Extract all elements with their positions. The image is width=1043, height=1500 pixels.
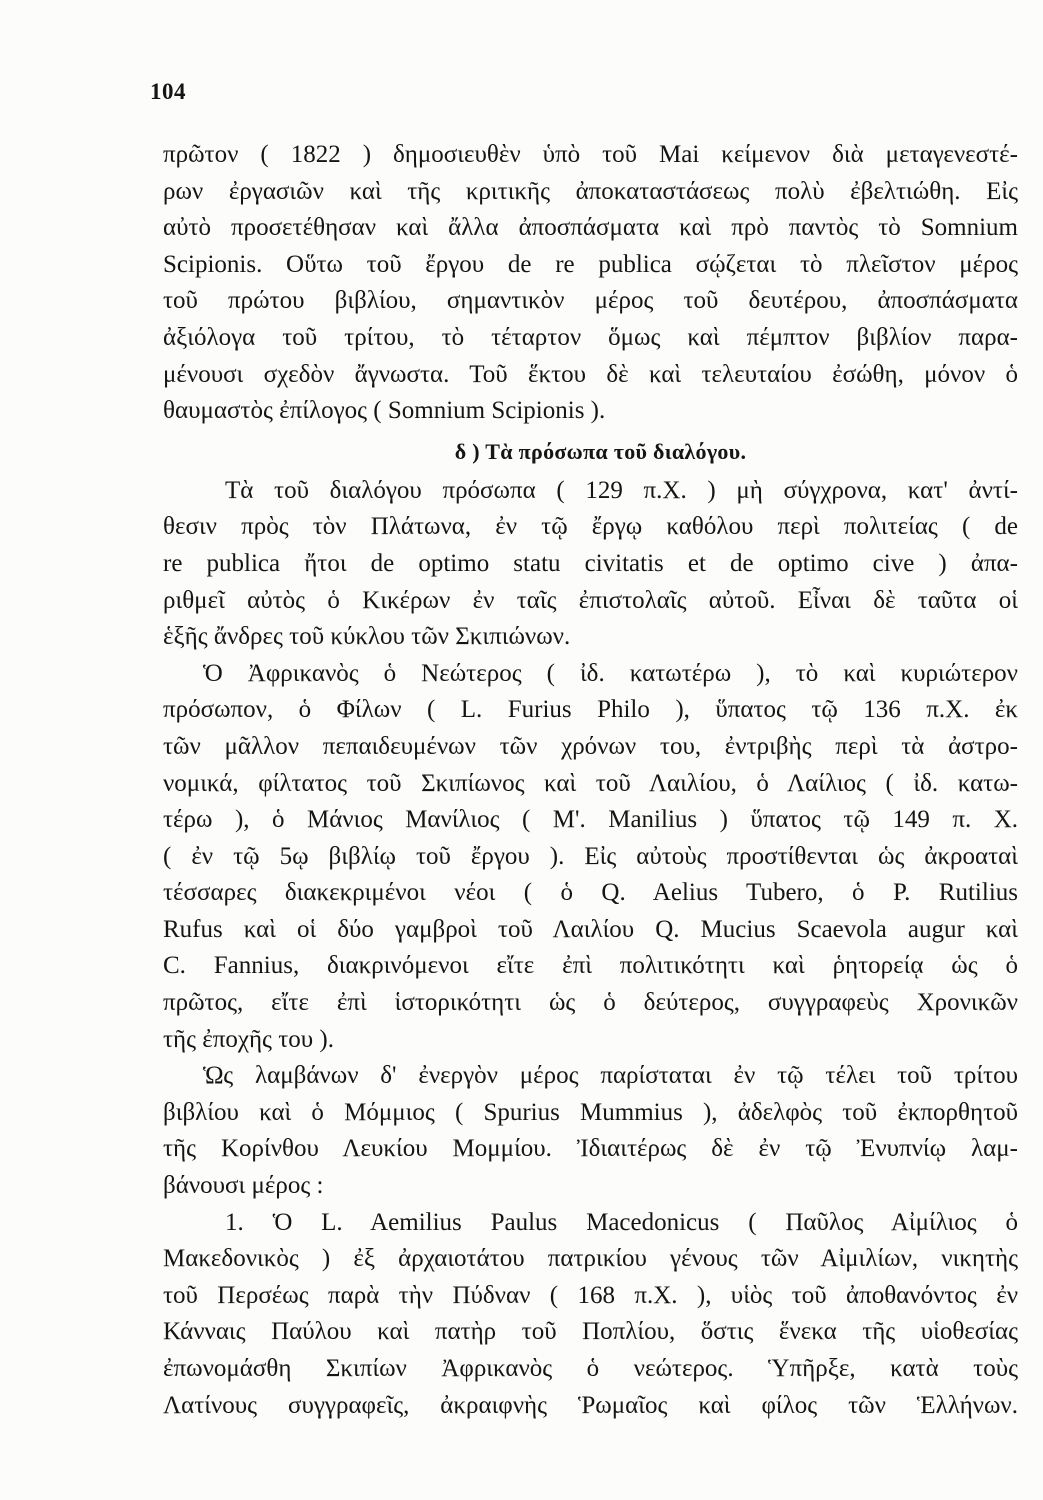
text-line: τοῦ Περσέως παρὰ τὴν Πύδναν ( 168 π.Χ. ), υἱὸς τοῦ ἀποθανόντος ἐν — [163, 1281, 1018, 1309]
paragraph-2 — [163, 473, 1018, 656]
text-line: αὐτὸ προσετέθησαν καὶ ἄλλα ἀποσπάσματα καὶ πρὸ παντὸς τὸ Somnium — [163, 214, 1018, 242]
text-line: Μακεδονικὸς ) ἐξ ἀρχαιοτάτου πατρικίου γένους τῶν Αἰμιλίων, νικητὴς — [163, 1245, 1018, 1273]
text-line: βάνουσι μέρος : — [163, 1172, 324, 1200]
text-line: τοῦ πρώτου βιβλίου, σημαντικὸν μέρος τοῦ δευτέρου, ἀποσπάσματα — [163, 287, 1018, 315]
text-line: βιβλίου καὶ ὁ Μόμμιος ( Spurius Mummius ), ἀδελφὸς τοῦ ἐκπορθητοῦ — [163, 1098, 1018, 1126]
paragraph-4 — [163, 1058, 1018, 1204]
text-line: Κάνναις Παύλου καὶ πατὴρ τοῦ Ποπλίου, ὅστις ἕνεκα τῆς υἱοθεσίας — [163, 1318, 1018, 1346]
text-line: τῆς Κορίνθου Λευκίου Μομμίου. Ἰδιαιτέρως δὲ ἐν τῷ Ἐνυπνίῳ λαμ- — [163, 1135, 1018, 1163]
text-line: πρῶτον ( 1822 ) δημοσιευθὲν ὑπὸ τοῦ Mai κείμενον διὰ μεταγενεστέ- — [163, 141, 1018, 168]
text-line: ἐπωνομάσθη Σκιπίων Ἀφρικανὸς ὁ νεώτερος. Ὑπῆρξε, κατὰ τοὺς — [163, 1355, 1018, 1382]
text-line: νομικά, φίλτατος τοῦ Σκιπίωνος καὶ τοῦ Λαιλίου, ὁ Λαίλιος ( ἰδ. κατω- — [163, 769, 1018, 797]
page-number: 104 — [150, 79, 186, 104]
text-line: Rufus καὶ οἱ δύο γαμβροὶ τοῦ Λαιλίου Q. Mucius Scaevola augur καὶ — [163, 915, 1018, 943]
text-line: ριθμεῖ αὐτὸς ὁ Κικέρων ἐν ταῖς ἐπιστολαῖς αὐτοῦ. Εἶναι δὲ ταῦτα οἱ — [163, 586, 1018, 614]
text-line: re publica ἤτοι de optimo statu civitatis et de optimo cive ) ἀπα- — [163, 549, 1018, 577]
text-line: ἑξῆς ἄνδρες τοῦ κύκλου τῶν Σκιπιώνων. — [163, 623, 571, 651]
section-heading: δ ) Τὰ πρόσωπα τοῦ διαλόγου. — [454, 438, 747, 464]
body-text — [163, 137, 1018, 1424]
text-line: πρῶτος, εἴτε ἐπὶ ἱστορικότητι ὡς ὁ δεύτερος, συγγραφεὺς Χρονικῶν — [163, 989, 1018, 1017]
text-line: μένουσι σχεδὸν ἄγνωστα. Τοῦ ἕκτου δὲ καὶ τελευταίου ἐσώθη, μόνον ὁ — [163, 360, 1018, 388]
text-line: Scipionis. Οὕτω τοῦ ἔργου de re publica σῴζεται τὸ πλεῖστον μέρος — [163, 250, 1018, 278]
paragraph-5 — [163, 1205, 1018, 1425]
text-line: ἀξιόλογα τοῦ τρίτου, τὸ τέταρτον ὅμως καὶ πέμπτον βιβλίον παρα- — [163, 323, 1018, 351]
text-line: 1. Ὁ L. Aemilius Paulus Macedonicus ( Παῦλος Αἰμίλιος ὁ — [225, 1208, 1018, 1236]
text-line: θεσιν πρὸς τὸν Πλάτωνα, ἐν τῷ ἔργῳ καθόλου περὶ πολιτείας ( de — [163, 513, 1018, 541]
text-line: ρων ἐργασιῶν καὶ τῆς κριτικῆς ἀποκαταστάσεως πολὺ ἐβελτιώθη. Εἰς — [163, 177, 1018, 205]
text-line: C. Fannius, διακρινόμενοι εἴτε ἐπὶ πολιτικότητι καὶ ῥητορείᾳ ὡς ὁ — [163, 952, 1018, 980]
text-line: θαυμαστὸς ἐπίλογος ( Somnium Scipionis ). — [163, 397, 606, 425]
text-line: Λατίνους συγγραφεῖς, ἀκραιφνὴς Ῥωμαῖος καὶ φίλος τῶν Ἑλλήνων. — [163, 1391, 1018, 1419]
text-line: τῶν μᾶλλον πεπαιδευμένων τῶν χρόνων του, ἐντριβὴς περὶ τὰ ἀστρο- — [163, 732, 1018, 760]
paragraph-1 — [163, 137, 1018, 430]
text-line: τῆς ἐποχῆς του ). — [163, 1025, 334, 1053]
text-line: πρόσωπον, ὁ Φίλων ( L. Furius Philo ), ὕπατος τῷ 136 π.Χ. ἐκ — [163, 696, 1018, 724]
text-line: τέσσαρες διακεκριμένοι νέοι ( ὁ Q. Aelius Tubero, ὁ P. Rutilius — [163, 879, 1018, 907]
text-line: Ὁ Ἀφρικανὸς ὁ Νεώτερος ( ἰδ. κατωτέρω ), τὸ καὶ κυριώτερον — [203, 659, 1018, 687]
text-line: Τὰ τοῦ διαλόγου πρόσωπα ( 129 π.Χ. ) μὴ σύγχρονα, κατ' ἀντί- — [225, 476, 1018, 504]
text-line: ( ἐν τῷ 5ῳ βιβλίῳ τοῦ ἔργου ). Εἰς αὐτοὺς προστίθενται ὡς ἀκροαταὶ — [163, 842, 1018, 870]
text-line: Ὡς λαμβάνων δ' ἐνεργὸν μέρος παρίσταται ἐν τῷ τέλει τοῦ τρίτου — [203, 1062, 1018, 1090]
paragraph-3 — [163, 656, 1018, 1059]
text-line: τέρω ), ὁ Μάνιος Μανίλιος ( Μ'. Manilius ) ὕπατος τῷ 149 π. Χ. — [163, 806, 1018, 834]
